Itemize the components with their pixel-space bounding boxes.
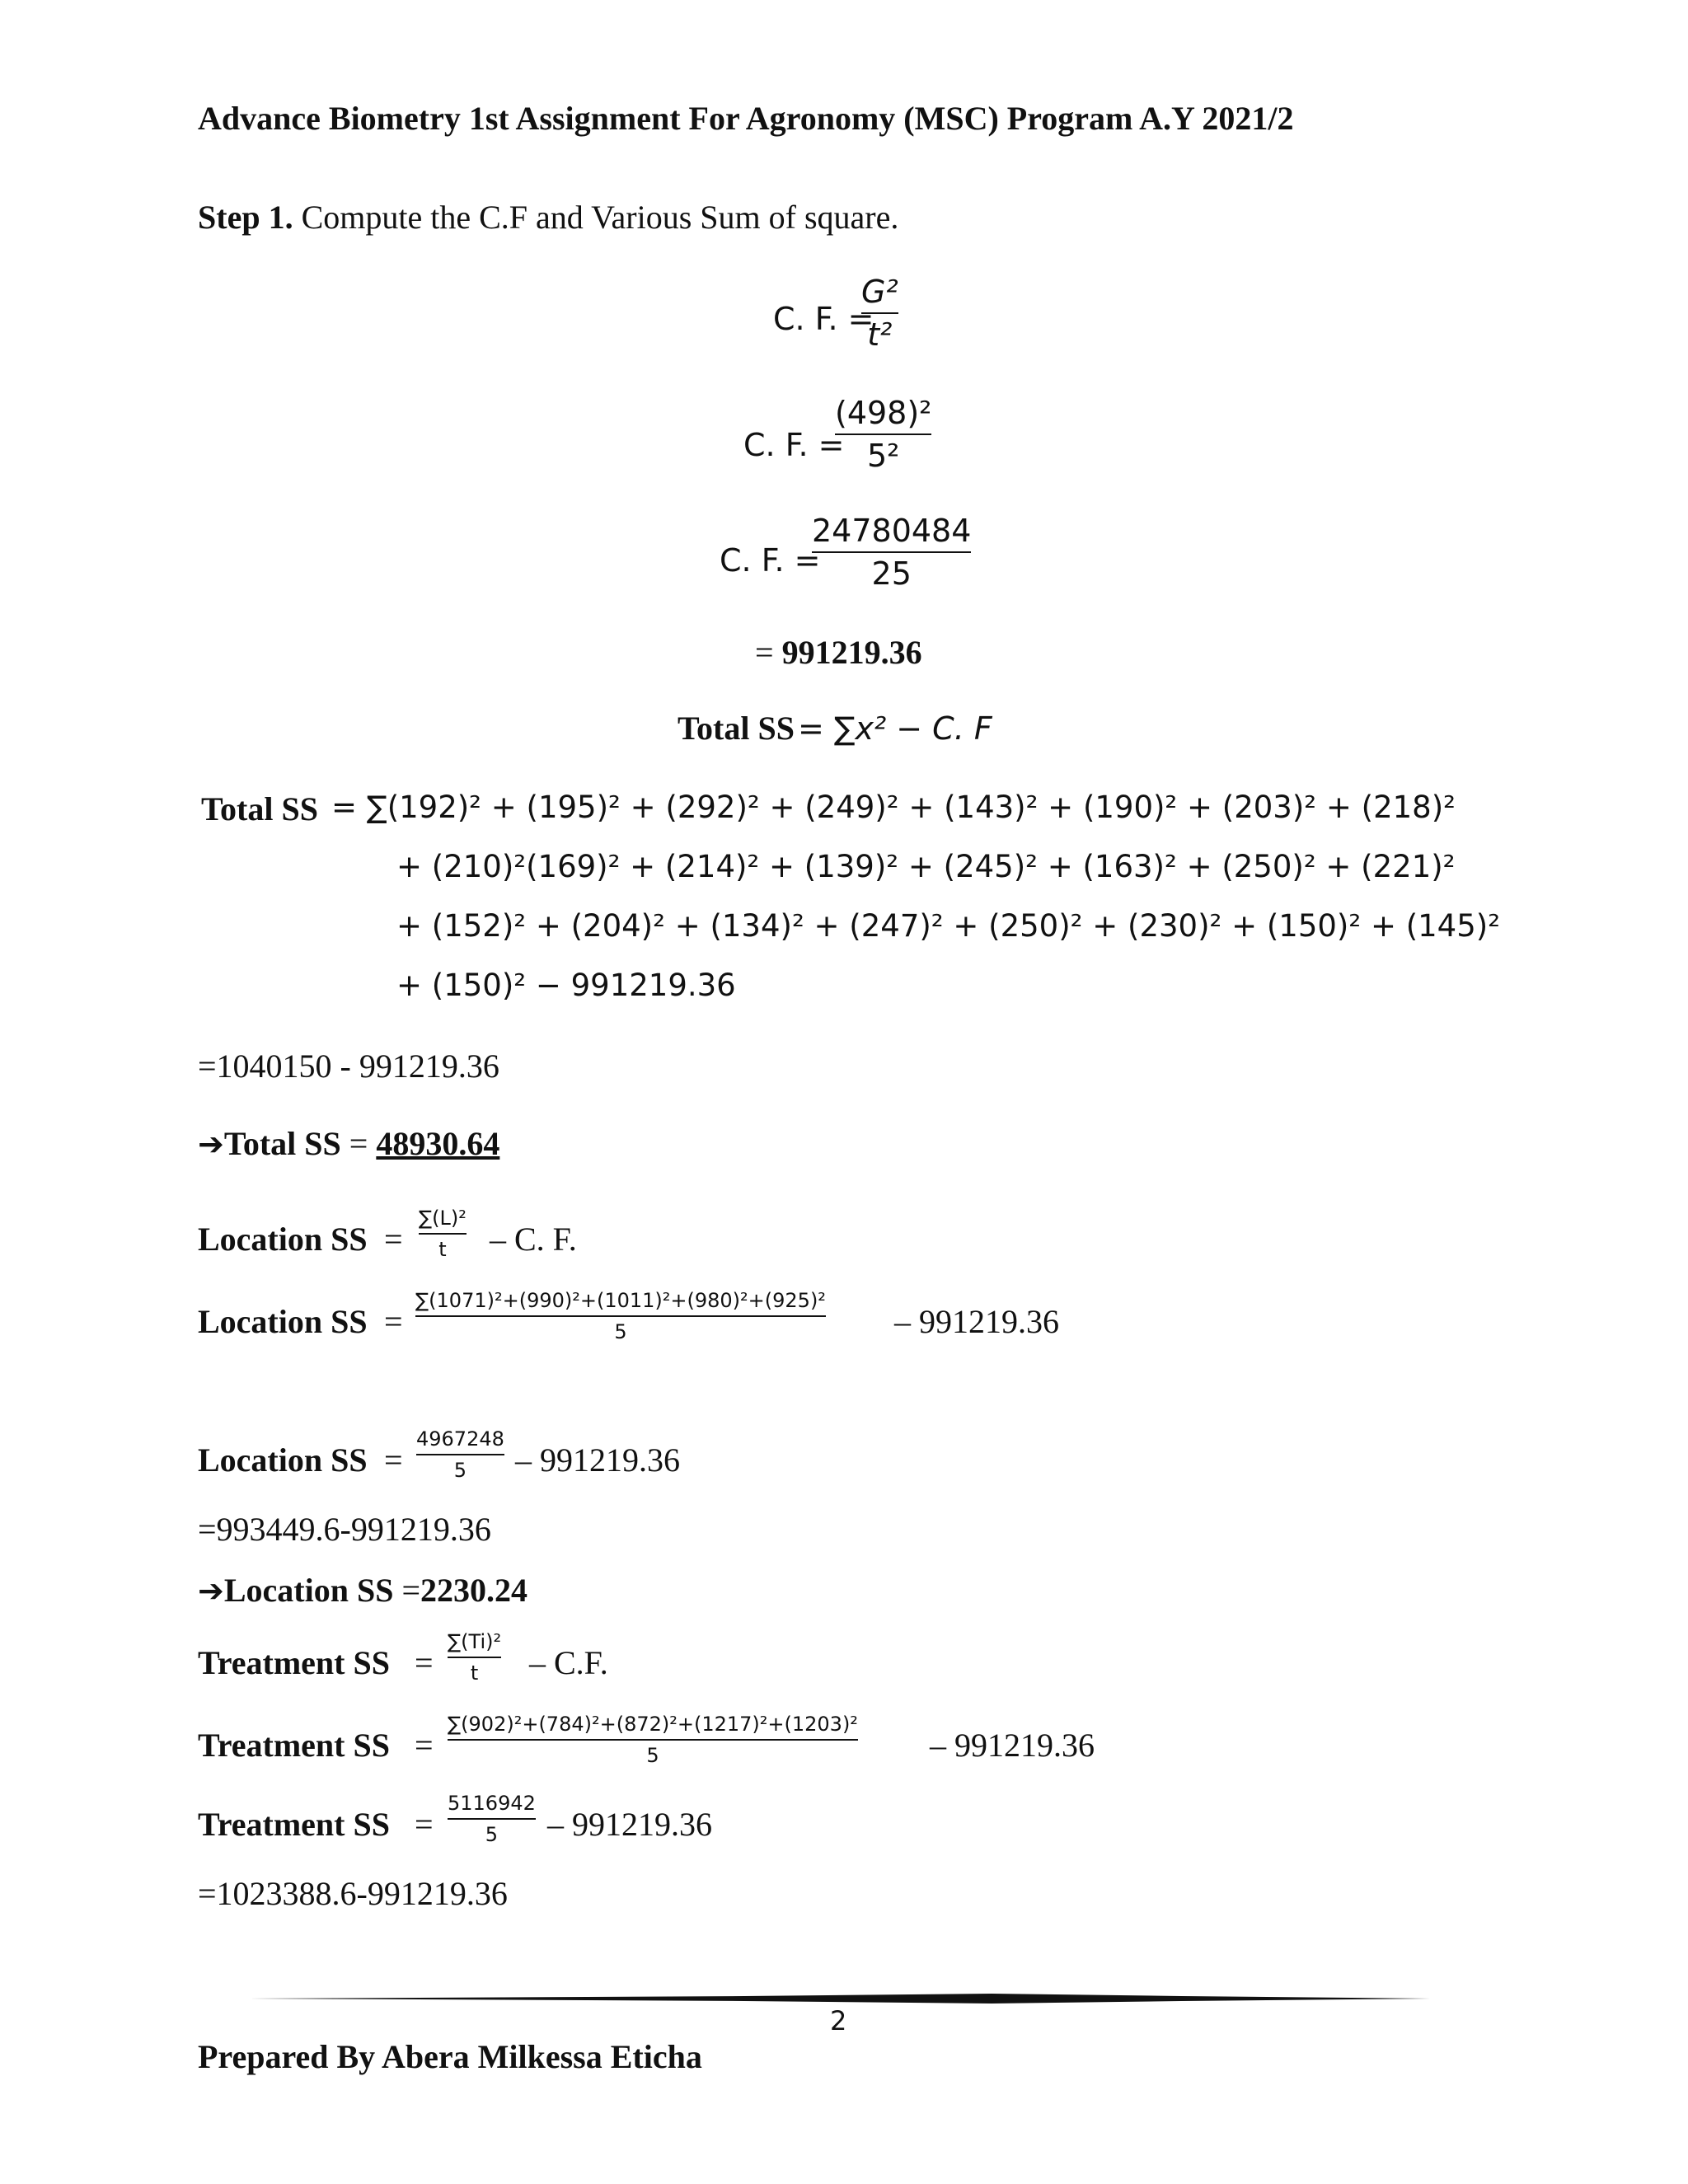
fraction-bar bbox=[419, 1233, 467, 1235]
treatment-ss-f3-numerator: 5116942 bbox=[448, 1792, 536, 1815]
treatment-ss-eq-1: = bbox=[415, 1644, 434, 1681]
treatment-ss-f2-numerator: ∑(902)²+(784)²+(872)²+(1217)²+(1203)² bbox=[448, 1713, 858, 1736]
fraction-bar bbox=[448, 1818, 536, 1820]
total-ss-result-label: Total SS bbox=[223, 1125, 341, 1162]
treatment-ss-f2-denominator: 5 bbox=[646, 1744, 659, 1767]
location-ss-fraction-1 bbox=[419, 1208, 467, 1259]
fraction-bar bbox=[448, 1657, 501, 1658]
location-ss-f3-numerator: 4967248 bbox=[416, 1427, 504, 1451]
location-ss-eq-1: = bbox=[384, 1221, 403, 1258]
treatment-ss-f1-tail: – C.F. bbox=[529, 1644, 608, 1681]
total-ss-formula bbox=[678, 709, 992, 748]
cf-result: 991219.36 bbox=[781, 634, 922, 671]
total-ss-line-4: + (150)² − 991219.36 bbox=[396, 968, 736, 1003]
location-ss-label-3: Location SS bbox=[198, 1441, 368, 1479]
location-ss-result-eq: = bbox=[393, 1572, 421, 1609]
location-ss-result-line bbox=[198, 1571, 528, 1610]
total-ss-lhs: Total SS bbox=[201, 790, 318, 827]
treatment-ss-f2-tail: – 991219.36 bbox=[930, 1727, 1095, 1764]
fraction-bar bbox=[448, 1739, 858, 1741]
footer-divider bbox=[250, 1993, 1430, 2004]
location-ss-label-1: Location SS bbox=[198, 1221, 368, 1258]
total-ss-formula-label: Total SS bbox=[678, 710, 795, 747]
treatment-ss-fraction-1 bbox=[448, 1632, 501, 1683]
cf-formula-numerator: G² bbox=[861, 274, 898, 310]
treatment-ss-f3-tail: – 991219.36 bbox=[547, 1806, 712, 1843]
document-header: Advance Biometry 1st Assignment For Agronomy (MSC) Program A.Y 2021/2 bbox=[198, 100, 1294, 137]
total-ss-result-line bbox=[198, 1124, 499, 1163]
location-ss-fraction-3 bbox=[416, 1429, 504, 1480]
total-ss-line-2: + (210)²(169)² + (214)² + (139)² + (245)² + (163)² + (250)² + (221)² bbox=[396, 849, 1456, 884]
step-text: Compute the C.F and Various Sum of square. bbox=[301, 199, 899, 236]
location-ss-f2-denominator: 5 bbox=[614, 1320, 627, 1343]
total-ss-line-1: = ∑(192)² + (195)² + (292)² + (249)² + (143)² + (190)² + (203)² + (218)² bbox=[331, 790, 1456, 825]
location-ss-label-2: Location SS bbox=[198, 1303, 368, 1340]
arrow-icon: ➔ bbox=[198, 1572, 224, 1609]
location-ss-f1-tail: – C. F. bbox=[490, 1221, 577, 1258]
step-label: Step 1. bbox=[198, 199, 293, 236]
prepared-by: Prepared By Abera Milkessa Eticha bbox=[198, 2038, 702, 2075]
location-ss-result: 2230.24 bbox=[420, 1572, 528, 1609]
location-ss-eq-3: = bbox=[384, 1441, 403, 1479]
fraction-bar bbox=[835, 434, 931, 435]
location-ss-result-label: Location SS bbox=[223, 1572, 394, 1609]
page-number: 2 bbox=[830, 2005, 847, 2036]
fraction-bar bbox=[812, 551, 971, 553]
treatment-ss-label-2: Treatment SS bbox=[198, 1727, 390, 1764]
cf-result-prefix: = bbox=[755, 634, 782, 671]
treatment-ss-calc: =1023388.6-991219.36 bbox=[198, 1875, 508, 1912]
location-ss-f1-numerator: ∑(L)² bbox=[419, 1207, 467, 1230]
treatment-ss-f1-numerator: ∑(Ti)² bbox=[448, 1630, 502, 1653]
location-ss-f3-denominator: 5 bbox=[453, 1459, 467, 1482]
fraction-bar bbox=[415, 1315, 826, 1317]
location-ss-f1-denominator: t bbox=[438, 1238, 447, 1261]
treatment-ss-label-3: Treatment SS bbox=[198, 1806, 390, 1843]
fraction-bar bbox=[416, 1454, 504, 1455]
treatment-ss-label-1: Treatment SS bbox=[198, 1644, 390, 1681]
cf-denominator-2: 5² bbox=[867, 438, 900, 474]
treatment-ss-f1-denominator: t bbox=[470, 1661, 479, 1685]
treatment-ss-eq-2: = bbox=[415, 1727, 434, 1764]
treatment-ss-fraction-2 bbox=[448, 1714, 858, 1765]
total-ss-result-eq: = bbox=[340, 1125, 377, 1162]
step-1-line bbox=[198, 198, 898, 237]
cf-numerator-2: (498)² bbox=[835, 395, 932, 431]
cf-lhs-3: C. F. = bbox=[720, 542, 821, 579]
cf-denominator-3: 25 bbox=[871, 555, 912, 592]
treatment-ss-f3-denominator: 5 bbox=[485, 1823, 499, 1846]
cf-formula-denominator: t² bbox=[867, 316, 893, 353]
arrow-icon: ➔ bbox=[198, 1126, 224, 1162]
cf-numerator-3: 24780484 bbox=[812, 513, 972, 549]
total-ss-calc: =1040150 - 991219.36 bbox=[198, 1047, 499, 1085]
total-ss-formula-rhs: = ∑x² − C. F bbox=[797, 710, 992, 747]
treatment-ss-eq-3: = bbox=[415, 1806, 434, 1843]
location-ss-f2-tail: – 991219.36 bbox=[894, 1303, 1059, 1340]
cf-fraction-3 bbox=[812, 513, 972, 592]
cf-lhs-1: C. F. = bbox=[773, 301, 874, 337]
total-ss-result: 48930.64 bbox=[376, 1125, 500, 1162]
fraction-bar bbox=[861, 312, 898, 314]
cf-fraction-2 bbox=[835, 395, 932, 474]
cf-formula-fraction bbox=[861, 274, 898, 353]
location-ss-fraction-2 bbox=[415, 1291, 826, 1342]
cf-lhs-2: C. F. = bbox=[743, 427, 845, 463]
treatment-ss-fraction-3 bbox=[448, 1793, 536, 1844]
location-ss-f3-tail: – 991219.36 bbox=[515, 1441, 680, 1479]
location-ss-calc: =993449.6-991219.36 bbox=[198, 1511, 491, 1548]
location-ss-f2-numerator: ∑(1071)²+(990)²+(1011)²+(980)²+(925)² bbox=[415, 1289, 826, 1312]
cf-result-line bbox=[755, 633, 922, 672]
location-ss-eq-2: = bbox=[384, 1303, 403, 1340]
total-ss-line-3: + (152)² + (204)² + (134)² + (247)² + (250)² + (230)² + (150)² + (145)² bbox=[396, 908, 1501, 944]
